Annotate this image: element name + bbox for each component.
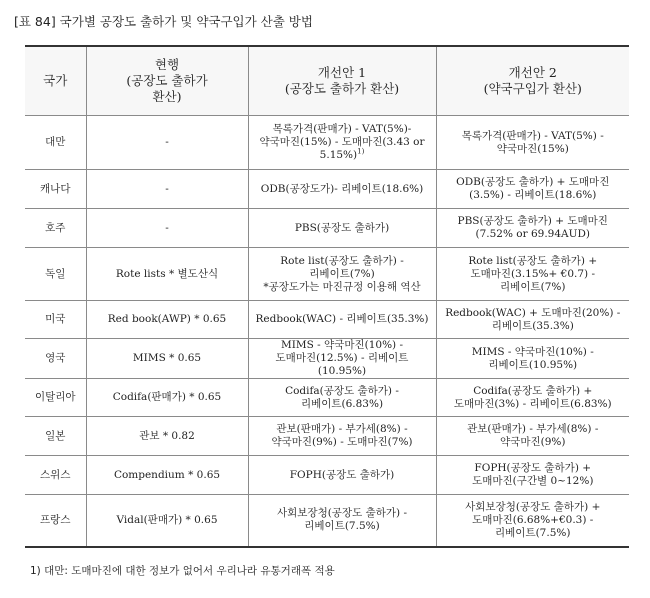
- option1-cell: Rote list(공장도 출하가) - 리베이트(7%) *공장도가는 마진규정 이용해 역산: [248, 248, 436, 301]
- header-current: 현행 (공장도 출하가 환산): [86, 46, 248, 116]
- country-cell: 영국: [25, 339, 86, 379]
- table-row: [25, 248, 629, 301]
- country-cell: 캐나다: [25, 170, 86, 209]
- header-option1: 개선안 1 (공장도 출하가 환산): [248, 46, 436, 116]
- country-cell: 독일: [25, 248, 86, 301]
- option1-cell: FOPH(공장도 출하가): [248, 456, 436, 495]
- option1-cell: 관보(판매가) - 부가세(8%) - 약국마진(9%) - 도매마진(7%): [248, 417, 436, 456]
- current-cell: Compendium * 0.65: [86, 456, 248, 495]
- table-row: [25, 209, 629, 248]
- country-cell: 스위스: [25, 456, 86, 495]
- option1-cell: [248, 116, 436, 170]
- pricing-method-table: [25, 45, 629, 548]
- table-row: [25, 456, 629, 495]
- current-cell: MIMS * 0.65: [86, 339, 248, 379]
- country-cell: 대만: [25, 116, 86, 170]
- option2-cell: Rote list(공장도 출하가) + 도매마진(3.15%+ €0.7) - 리베이트(7%): [436, 248, 629, 301]
- table-row: [25, 495, 629, 547]
- table-row: [25, 116, 629, 170]
- current-cell: Vidal(판매가) * 0.65: [86, 495, 248, 547]
- table-caption: [표 84] 국가별 공장도 출하가 및 약국구입가 산출 방법: [14, 14, 313, 29]
- option1-cell: 사회보장청(공장도 출하가) - 리베이트(7.5%): [248, 495, 436, 547]
- option1-cell: ODB(공장도가)- 리베이트(18.6%): [248, 170, 436, 209]
- option2-cell: ODB(공장도 출하가) + 도매마진 (3.5%) - 리베이트(18.6%): [436, 170, 629, 209]
- table-row: [25, 417, 629, 456]
- current-cell: Codifa(판매가) * 0.65: [86, 379, 248, 417]
- table-row: [25, 170, 629, 209]
- footnote-ref: 1): [357, 147, 365, 156]
- table-row: [25, 339, 629, 379]
- option2-cell: MIMS - 약국마진(10%) - 리베이트(10.95%): [436, 339, 629, 379]
- country-cell: 일본: [25, 417, 86, 456]
- country-cell: 프랑스: [25, 495, 86, 547]
- option2-cell: FOPH(공장도 출하가) + 도매마진(구간별 0~12%): [436, 456, 629, 495]
- country-cell: 미국: [25, 301, 86, 339]
- option2-cell: PBS(공장도 출하가) + 도매마진 (7.52% or 69.94AUD): [436, 209, 629, 248]
- option1-cell: Codifa(공장도 출하가) - 리베이트(6.83%): [248, 379, 436, 417]
- option2-cell: 관보(판매가) - 부가세(8%) - 약국마진(9%): [436, 417, 629, 456]
- option2-cell: Codifa(공장도 출하가) + 도매마진(3%) - 리베이트(6.83%): [436, 379, 629, 417]
- option1-cell: Redbook(WAC) - 리베이트(35.3%): [248, 301, 436, 339]
- table-row: [25, 379, 629, 417]
- option2-cell: 목록가격(판매가) - VAT(5%) - 약국마진(15%): [436, 116, 629, 170]
- header-row: [25, 46, 629, 116]
- current-cell: Rote lists * 별도산식: [86, 248, 248, 301]
- header-country: 국가: [25, 46, 86, 116]
- option2-cell: Redbook(WAC) + 도매마진(20%) - 리베이트(35.3%): [436, 301, 629, 339]
- current-cell: -: [86, 170, 248, 209]
- current-cell: -: [86, 116, 248, 170]
- current-cell: -: [86, 209, 248, 248]
- header-option2: 개선안 2 (약국구입가 환산): [436, 46, 629, 116]
- option1-cell: PBS(공장도 출하가): [248, 209, 436, 248]
- option1-cell: MIMS - 약국마진(10%) - 도매마진(12.5%) - 리베이트(10.95%): [248, 339, 436, 379]
- footnote: 1) 대만: 도매마진에 대한 정보가 없어서 우리나라 유통거래폭 적용: [30, 565, 335, 577]
- option1-text: 목록가격(판매가) - VAT(5%)- 약국마진(15%) - 도매마진(3.43 or 5.15%): [259, 123, 425, 161]
- option2-cell: 사회보장청(공장도 출하가) + 도매마진(6.68%+€0.3) - 리베이트(7.5%): [436, 495, 629, 547]
- country-cell: 호주: [25, 209, 86, 248]
- current-cell: 관보 * 0.82: [86, 417, 248, 456]
- country-cell: 이탈리아: [25, 379, 86, 417]
- table-row: [25, 301, 629, 339]
- current-cell: Red book(AWP) * 0.65: [86, 301, 248, 339]
